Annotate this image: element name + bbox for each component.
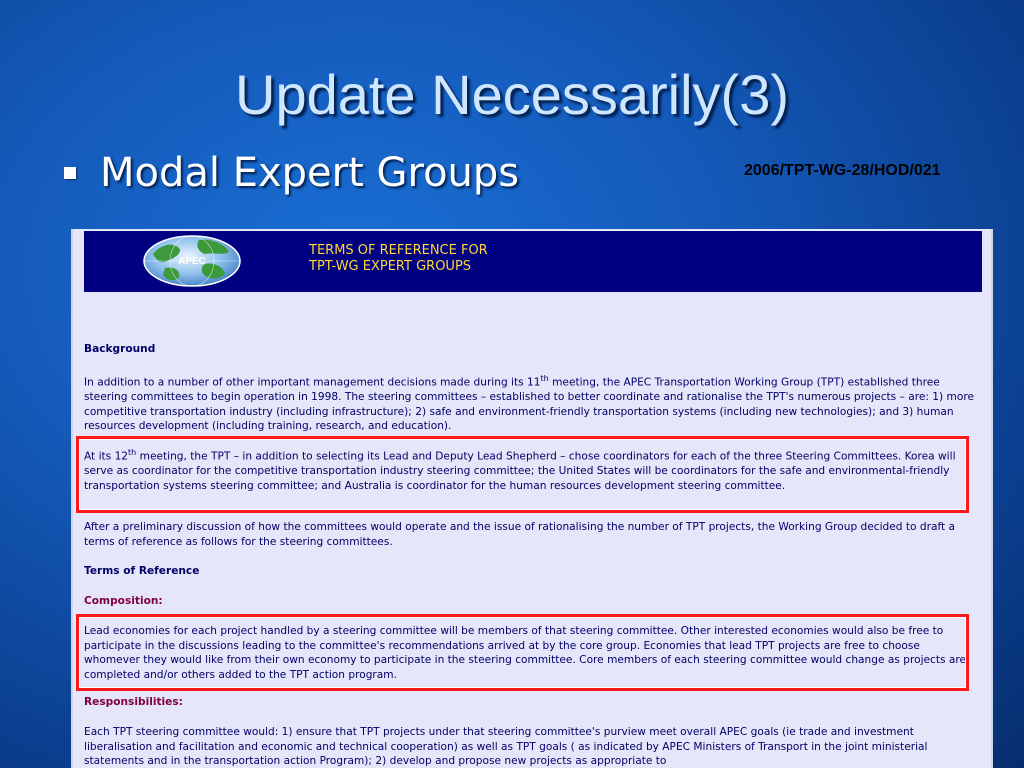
para1-sup: th: [540, 374, 549, 383]
heading-terms-of-reference: Terms of Reference: [84, 565, 200, 577]
paragraph-responsibilities: Each TPT steering committee would: 1) ensure that TPT projects under that steering committee's purview meet overall APEC goals (ie trade and investment liberalisation and facilitation and economic and technical cooperation) as well as TPT goals ( as indicated by APEC Ministers of Transport in the joint ministerial statements and in the transportation action Program); 2) develop and propose new projects as appropriate to: [84, 726, 928, 768]
para2-text-b: meeting, the TPT – in addition to selecting its Lead and Deputy Lead Shepherd – chose coordinators for each of the three Steering Committees. Korea will serve as coordinator for the competitive transportation industry steering committee; the United States will be coordinators for the safe and environmental-friendly transportation systems steering committee; and Australia is coordinator for the human resources development steering committee.: [84, 450, 956, 492]
bullet-item: [64, 150, 519, 196]
document-code: 2006/TPT-WG-28/HOD/021: [744, 162, 941, 179]
apec-globe-logo-icon: [139, 234, 245, 288]
banner-title: [309, 243, 488, 275]
heading-background: Background: [84, 343, 156, 355]
slide-title: Update Necessarily(3): [235, 63, 789, 126]
banner-title-line1: TERMS OF REFERENCE FOR: [309, 243, 488, 258]
para1-text-b: meeting, the APEC Transportation Working Group (TPT) established three steering committees to begin operation in 1998. The steering committees – established to better coordinate and rationalise the TPT's numerous projects – are: 1) more competitive transportation industry (including infrastructure); 2) safe and environment-friendly transportation systems (including new technologies); and 3) human resources development (including training, research, and education).: [84, 376, 974, 433]
bullet-text: Modal Expert Groups: [100, 150, 520, 196]
apec-logo-text: APEC: [178, 256, 206, 267]
paragraph-background-3: After a preliminary discussion of how the committees would operate and the issue of rationalising the number of TPT projects, the Working Group decided to draft a terms of reference as follows for the steering committees.: [84, 521, 956, 548]
banner-title-line2: TPT-WG EXPERT GROUPS: [309, 259, 472, 274]
document-image: [71, 229, 993, 768]
para2-sup: th: [128, 448, 137, 457]
paragraph-composition: Lead economies for each project handled by a steering committee will be members of that steering committee. Other interested economies would also be free to participate in the discussions leading to the committee's recommendations arrived at by the core group. Economies that lead TPT projects are free to choose whomever they would like from their own economy to participate in the steering committee. Core members of each steering committee would change as projects are completed and/or others added to the TPT action program.: [84, 625, 967, 681]
para1-text-a: In addition to a number of other important management decisions made during its 11: [84, 376, 541, 389]
heading-responsibilities: Responsibilities:: [84, 696, 183, 708]
highlight-box-composition: [76, 614, 969, 691]
para2-text-a: At its 12: [84, 450, 129, 463]
heading-composition: Composition:: [84, 595, 163, 607]
square-bullet-icon: [64, 167, 76, 179]
highlight-box-coordinators: [76, 436, 969, 513]
document-banner: [84, 231, 982, 292]
paragraph-background-1: [84, 372, 979, 434]
